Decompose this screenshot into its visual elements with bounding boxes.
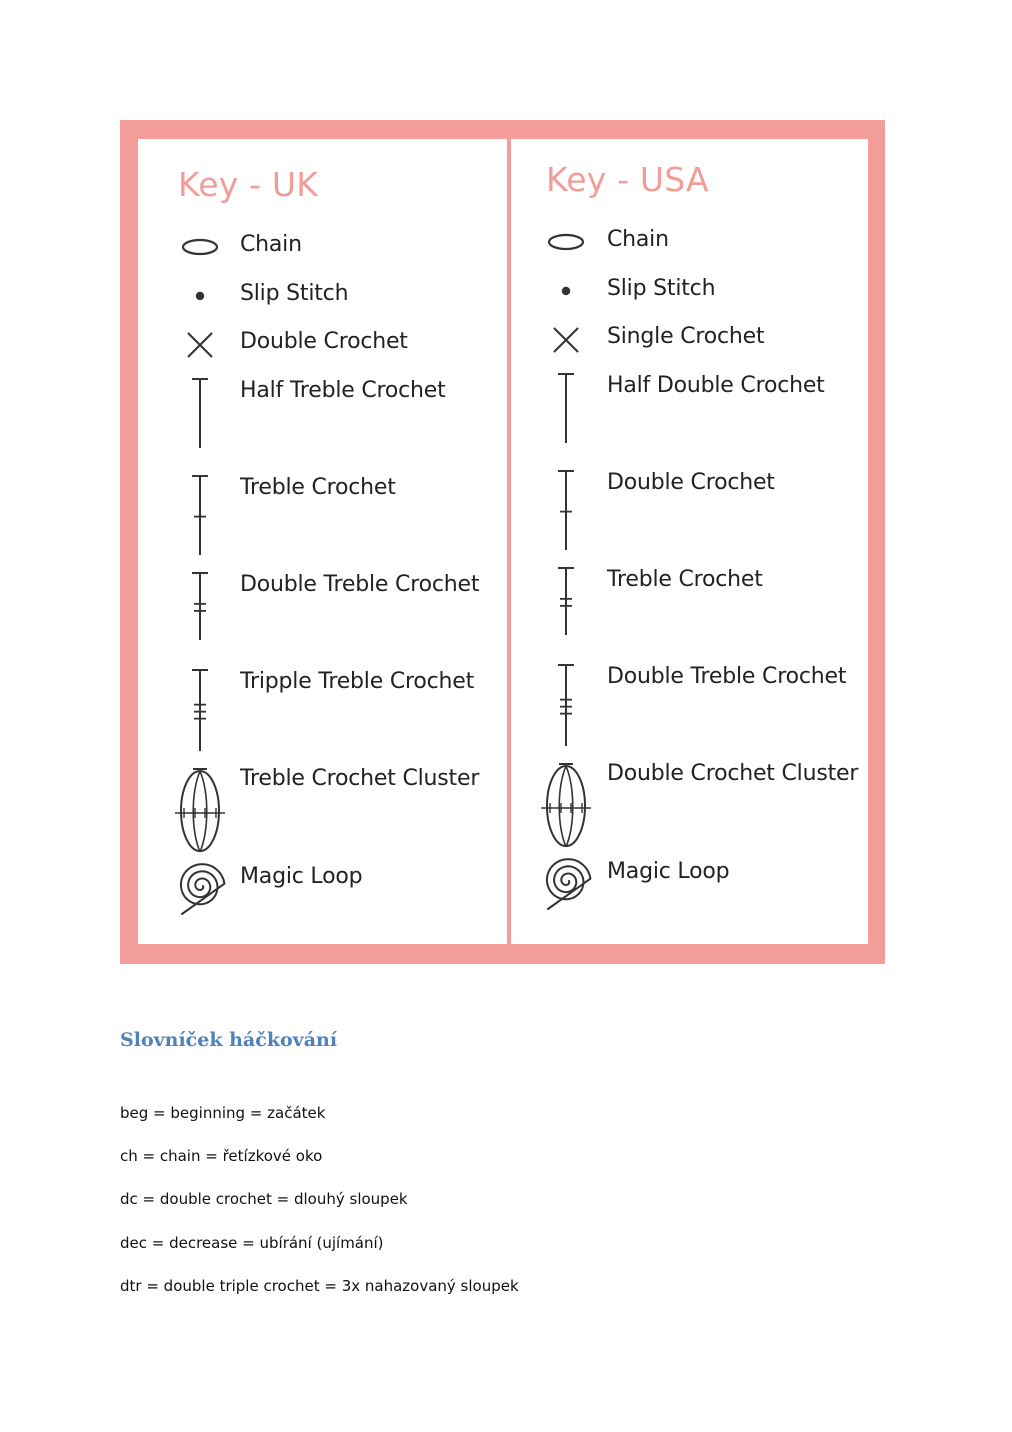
spiral-icon: [540, 857, 592, 913]
key-uk-panel: [138, 139, 507, 944]
crochet-key-chart: [120, 120, 885, 964]
key-uk-label: Tripple Treble Crochet: [240, 669, 475, 694]
chain-oval-icon: [546, 231, 586, 253]
key-usa-label: Half Double Crochet: [607, 373, 825, 398]
glossary-heading: Slovníček háčkování: [120, 1029, 338, 1051]
cluster-oval-icon: [539, 763, 593, 849]
glossary-entry-beg: beg = beginning = začátek: [120, 1104, 326, 1122]
stitch-post-0-bars-icon: [180, 378, 220, 448]
key-uk-label: Double Treble Crochet: [240, 572, 480, 597]
slip-stitch-dot-icon: [546, 280, 586, 302]
cluster-oval-icon: [173, 768, 227, 854]
glossary-entry-dec: dec = decrease = ubírání (ujímání): [120, 1234, 384, 1252]
stitch-post-2-bars-icon: [546, 567, 586, 635]
key-usa-label: Slip Stitch: [607, 276, 716, 301]
stitch-post-3-bars-icon: [180, 669, 220, 751]
stitch-post-2-bars-icon: [180, 572, 220, 640]
stitch-post-0-bars-icon: [546, 373, 586, 443]
stitch-post-1-bar-icon: [546, 470, 586, 550]
key-uk-label: Half Treble Crochet: [240, 378, 446, 403]
key-usa-label: Treble Crochet: [607, 567, 763, 592]
cross-icon: [546, 325, 586, 355]
glossary-entry-ch: ch = chain = řetízkové oko: [120, 1147, 323, 1165]
key-usa-label: Chain: [607, 227, 669, 252]
key-uk-label: Chain: [240, 232, 302, 257]
slip-stitch-dot-icon: [180, 285, 220, 307]
key-uk-label: Slip Stitch: [240, 281, 349, 306]
key-usa-label: Magic Loop: [607, 859, 730, 884]
cross-icon: [180, 330, 220, 360]
key-usa-title: Key - USA: [546, 160, 709, 199]
stitch-post-3-bars-icon: [546, 664, 586, 746]
stitch-post-1-bar-icon: [180, 475, 220, 555]
key-usa-panel: [511, 139, 868, 944]
key-uk-label: Treble Crochet: [240, 475, 396, 500]
key-uk-label: Treble Crochet Cluster: [240, 766, 480, 791]
key-usa-label: Single Crochet: [607, 324, 765, 349]
key-usa-label: Double Crochet Cluster: [607, 761, 859, 786]
chain-oval-icon: [180, 236, 220, 258]
key-uk-label: Double Crochet: [240, 329, 408, 354]
glossary-entry-dc: dc = double crochet = dlouhý sloupek: [120, 1190, 408, 1208]
key-uk-label: Magic Loop: [240, 864, 363, 889]
spiral-icon: [174, 862, 226, 918]
key-usa-label: Double Treble Crochet: [607, 664, 847, 689]
key-uk-title: Key - UK: [178, 165, 319, 204]
glossary-entry-dtr: dtr = double triple crochet = 3x nahazovaný sloupek: [120, 1277, 519, 1295]
key-usa-label: Double Crochet: [607, 470, 775, 495]
